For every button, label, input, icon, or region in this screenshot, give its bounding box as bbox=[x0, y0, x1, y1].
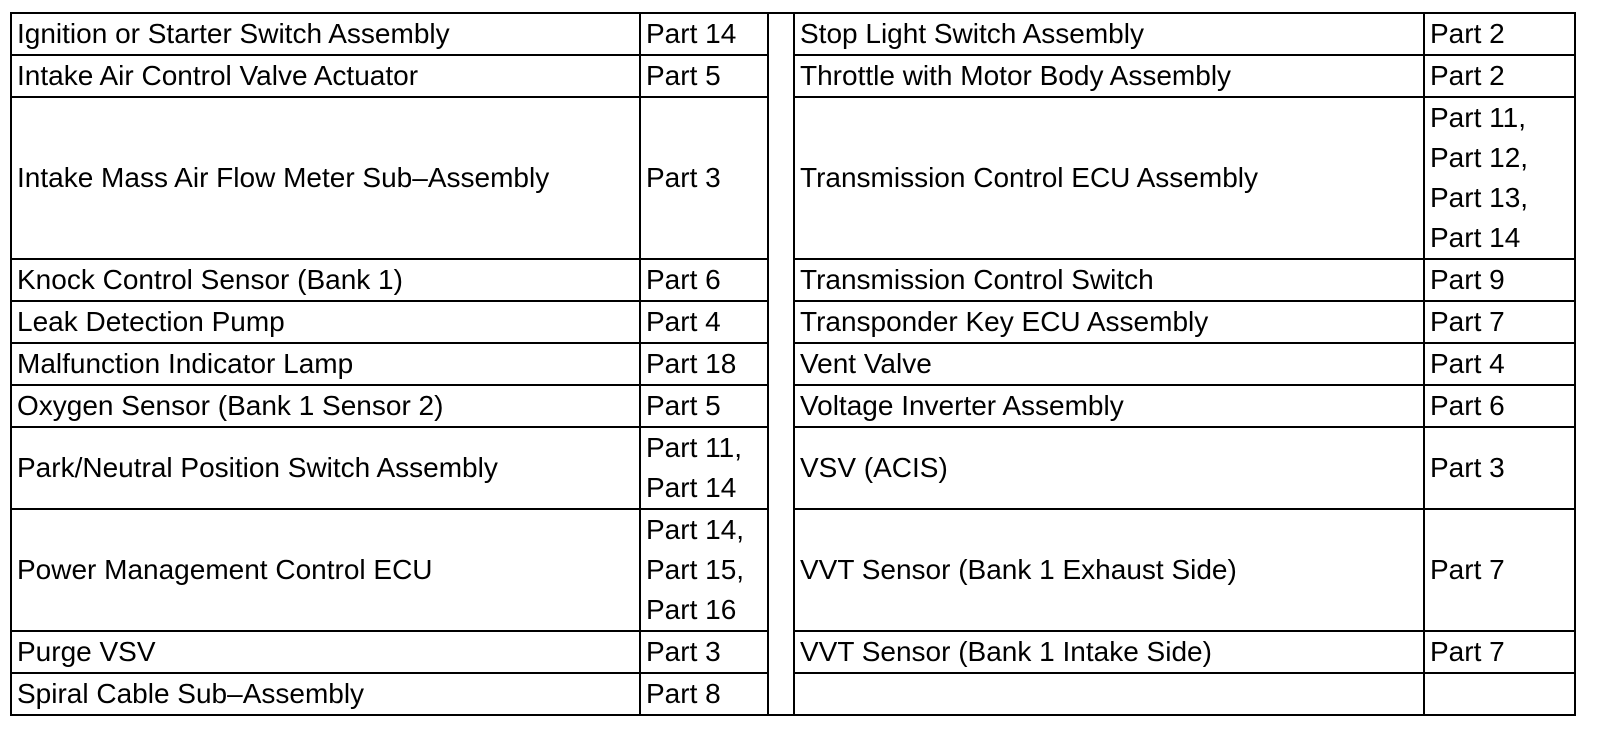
empty-cell bbox=[1424, 673, 1575, 715]
part-ref-line: Part 6 bbox=[1430, 390, 1505, 421]
part-ref-line: Part 5 bbox=[646, 390, 721, 421]
part-ref-line: Part 13, bbox=[1430, 182, 1529, 213]
part-reference bbox=[1424, 259, 1575, 301]
part-ref-line: Part 7 bbox=[1430, 636, 1505, 667]
table-row bbox=[11, 13, 1575, 55]
component-index-table bbox=[10, 12, 1576, 716]
part-ref-line: Part 2 bbox=[1430, 60, 1505, 91]
component-name: Voltage Inverter Assembly bbox=[794, 385, 1424, 427]
part-ref-line: Part 8 bbox=[646, 678, 721, 709]
part-ref-line: Part 15, bbox=[646, 554, 745, 585]
component-name: Ignition or Starter Switch Assembly bbox=[11, 13, 640, 55]
component-name: Intake Air Control Valve Actuator bbox=[11, 55, 640, 97]
part-reference bbox=[1424, 343, 1575, 385]
part-ref-line: Part 7 bbox=[1430, 554, 1505, 585]
component-name: Malfunction Indicator Lamp bbox=[11, 343, 640, 385]
part-reference bbox=[640, 301, 768, 343]
part-reference bbox=[640, 13, 768, 55]
part-reference bbox=[640, 631, 768, 673]
column-divider bbox=[768, 13, 794, 715]
part-reference bbox=[640, 259, 768, 301]
part-reference bbox=[1424, 427, 1575, 509]
component-name: Vent Valve bbox=[794, 343, 1424, 385]
component-name: Purge VSV bbox=[11, 631, 640, 673]
part-ref-line: Part 12, bbox=[1430, 142, 1529, 173]
part-reference bbox=[1424, 97, 1575, 259]
part-ref-line: Part 4 bbox=[1430, 348, 1505, 379]
component-name: Intake Mass Air Flow Meter Sub–Assembly bbox=[11, 97, 640, 259]
component-index-sheet bbox=[10, 12, 1576, 716]
part-reference bbox=[640, 97, 768, 259]
part-ref-line: Part 4 bbox=[646, 306, 721, 337]
part-reference bbox=[1424, 301, 1575, 343]
component-name: VSV (ACIS) bbox=[794, 427, 1424, 509]
part-reference bbox=[640, 427, 768, 509]
part-ref-line: Part 14 bbox=[646, 18, 737, 49]
part-ref-line: Part 7 bbox=[1430, 306, 1505, 337]
part-ref-line: Part 11, bbox=[1430, 102, 1526, 133]
component-name: Throttle with Motor Body Assembly bbox=[794, 55, 1424, 97]
component-name: Transmission Control Switch bbox=[794, 259, 1424, 301]
part-ref-line: Part 18 bbox=[646, 348, 737, 379]
part-reference bbox=[640, 673, 768, 715]
part-reference bbox=[1424, 13, 1575, 55]
part-ref-line: Part 14, bbox=[646, 514, 745, 545]
component-name: Power Management Control ECU bbox=[11, 509, 640, 631]
component-name: Leak Detection Pump bbox=[11, 301, 640, 343]
part-reference bbox=[1424, 631, 1575, 673]
component-name: Transponder Key ECU Assembly bbox=[794, 301, 1424, 343]
component-name: Knock Control Sensor (Bank 1) bbox=[11, 259, 640, 301]
part-ref-line: Part 16 bbox=[646, 594, 737, 625]
part-ref-line: Part 9 bbox=[1430, 264, 1505, 295]
part-reference bbox=[1424, 385, 1575, 427]
part-ref-line: Part 5 bbox=[646, 60, 721, 91]
component-name: VVT Sensor (Bank 1 Exhaust Side) bbox=[794, 509, 1424, 631]
part-ref-line: Part 14 bbox=[646, 472, 737, 503]
part-reference bbox=[640, 343, 768, 385]
part-reference bbox=[640, 509, 768, 631]
component-name: Park/Neutral Position Switch Assembly bbox=[11, 427, 640, 509]
part-ref-line: Part 11, bbox=[646, 432, 742, 463]
part-reference bbox=[640, 385, 768, 427]
part-ref-line: Part 6 bbox=[646, 264, 721, 295]
part-ref-line: Part 2 bbox=[1430, 18, 1505, 49]
component-name: Oxygen Sensor (Bank 1 Sensor 2) bbox=[11, 385, 640, 427]
part-ref-line: Part 3 bbox=[646, 162, 721, 193]
part-ref-line: Part 14 bbox=[1430, 222, 1521, 253]
part-reference bbox=[640, 55, 768, 97]
component-name: Transmission Control ECU Assembly bbox=[794, 97, 1424, 259]
empty-cell bbox=[794, 673, 1424, 715]
part-ref-line: Part 3 bbox=[1430, 452, 1505, 483]
component-name: Spiral Cable Sub–Assembly bbox=[11, 673, 640, 715]
component-name: VVT Sensor (Bank 1 Intake Side) bbox=[794, 631, 1424, 673]
component-name: Stop Light Switch Assembly bbox=[794, 13, 1424, 55]
part-ref-line: Part 3 bbox=[646, 636, 721, 667]
part-reference bbox=[1424, 55, 1575, 97]
part-reference bbox=[1424, 509, 1575, 631]
